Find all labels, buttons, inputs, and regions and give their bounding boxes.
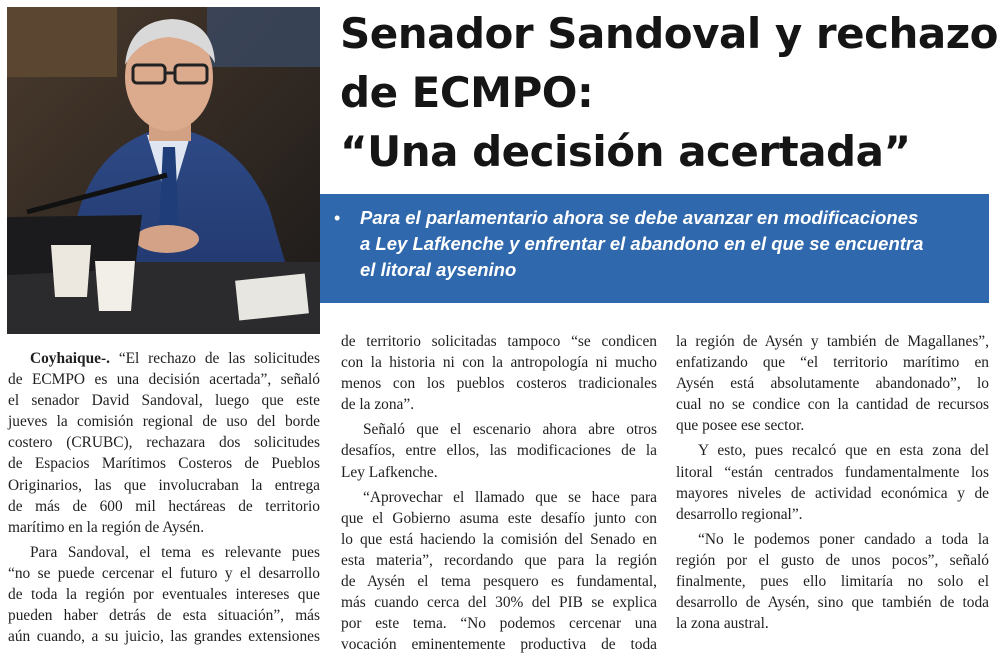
paragraph	[676, 529, 989, 634]
lead-text	[360, 205, 980, 283]
paragraph	[341, 487, 657, 656]
text-line: finalmente, pues ello limitaría no solo el	[676, 573, 989, 591]
body-column-2	[341, 331, 657, 655]
text-line: cual no se condice con la cantidad de recursos	[676, 396, 989, 414]
paragraph	[341, 331, 657, 415]
text-line: de Aysén el tema pesquero es fundamental,	[341, 573, 657, 591]
text-line: costero (CRUBC), rechazara dos solicitudes	[8, 434, 320, 452]
paragraph	[8, 348, 320, 538]
lead-box	[320, 194, 989, 303]
headline-line: Senador Sandoval y rechazo	[340, 9, 999, 58]
dateline: Coyhaique-.	[30, 350, 110, 367]
text-line: lo que está haciendo la comisión del Senado en	[341, 530, 657, 548]
text-line: “no se puede cercenar el futuro y el desarrollo	[8, 564, 320, 582]
text-line: “Aprovechar el llamado que se hace para	[363, 488, 657, 506]
lead-line: el litoral aysenino	[360, 259, 517, 280]
text-fragment: “El rechazo de las solicitudes	[118, 350, 320, 367]
paragraph	[676, 440, 989, 524]
text-line: de territorio solicitadas tampoco “se condicen	[341, 333, 657, 350]
text-line: el senador David Sandoval, luego que este	[8, 392, 320, 410]
text-line: región por el gusto de unos pocos”, señaló	[676, 551, 989, 569]
senator-photo-illustration	[7, 7, 320, 334]
body-column-1	[8, 348, 320, 647]
text-line: de toda la región por eventuales intereses que	[8, 586, 320, 604]
text-line: de más de 600 mil hectáreas de territorio	[8, 497, 320, 515]
text-line: de ECMPO es una decisión acertada”, señaló	[8, 371, 320, 389]
lead-line: a Ley Lafkenche y enfrentar el abandono en el que se encuentra	[360, 233, 924, 254]
text-line: enfatizando que “el territorio marítimo en	[676, 354, 989, 372]
text-line: desarrollo de Aysén, sino que también de toda	[676, 594, 989, 612]
text-line: desafíos, entre ellos, las modificaciones de la	[341, 442, 657, 460]
text-line: vocación eminentemente productiva de toda	[341, 636, 657, 654]
text-line: Originarios, las que involucraban la entrega	[8, 476, 320, 494]
headline-line: de ECMPO:	[340, 68, 594, 117]
text-line: Ley Lafkenche.	[341, 463, 438, 481]
text-line: con la historia ni con la antropología ni mucho	[341, 354, 657, 372]
text-line: esta materia”, recordando que para la región	[341, 551, 657, 569]
text-line: de la zona”.	[341, 396, 415, 414]
text-line: Y esto, pues recalcó que en esta zona del	[698, 442, 989, 460]
paragraph	[8, 542, 320, 647]
text-line: aún cuando, a su juicio, las grandes extensiones	[8, 628, 320, 646]
text-line: mayores niveles de actividad económica y de	[676, 484, 989, 502]
text-line: la región de Aysén y también de Magallanes”,	[676, 333, 989, 350]
text-line: la zona austral.	[676, 615, 769, 633]
paragraph	[676, 331, 989, 436]
text-line: que el Gobierno asuma este desafío junto con	[341, 509, 657, 527]
senator-photo	[7, 7, 320, 334]
bullet-icon: •	[334, 208, 341, 228]
text-line: “No le podemos poner candado a toda la	[698, 530, 989, 548]
text-line: más cuando cerca del 30% del PIB se explica	[341, 594, 657, 612]
text-line: Señaló que el escenario ahora abre otros	[363, 421, 657, 439]
headline-line: “Una decisión acertada”	[340, 127, 911, 176]
text-line: de Espacios Marítimos Costeros de Pueblos	[8, 455, 320, 473]
text-line: menos con los pueblos costeros tradicionales	[341, 375, 657, 393]
text-line: Aysén está absolutamente abandonado”, lo	[676, 375, 989, 393]
body-column-3	[676, 331, 989, 634]
headline	[340, 4, 999, 181]
text-line: litoral “están centrados fundamentalmente los	[676, 463, 989, 481]
text-line: jueves la comisión regional de uso del borde	[8, 413, 320, 431]
text-line: por este tema. “No podemos cercenar una	[341, 615, 657, 633]
text-line: marítimo en la región de Aysén.	[8, 518, 205, 536]
text-line: Para Sandoval, el tema es relevante pues	[30, 543, 320, 561]
text-line: desarrollo regional”.	[676, 505, 803, 523]
text-line: pueden haber detrás de esta situación”, más	[8, 607, 320, 625]
text-line	[8, 348, 320, 369]
lead-line: Para el parlamentario ahora se debe avanzar en modificaciones	[360, 207, 919, 228]
text-line: que posee ese sector.	[676, 417, 805, 435]
paragraph	[341, 419, 657, 482]
